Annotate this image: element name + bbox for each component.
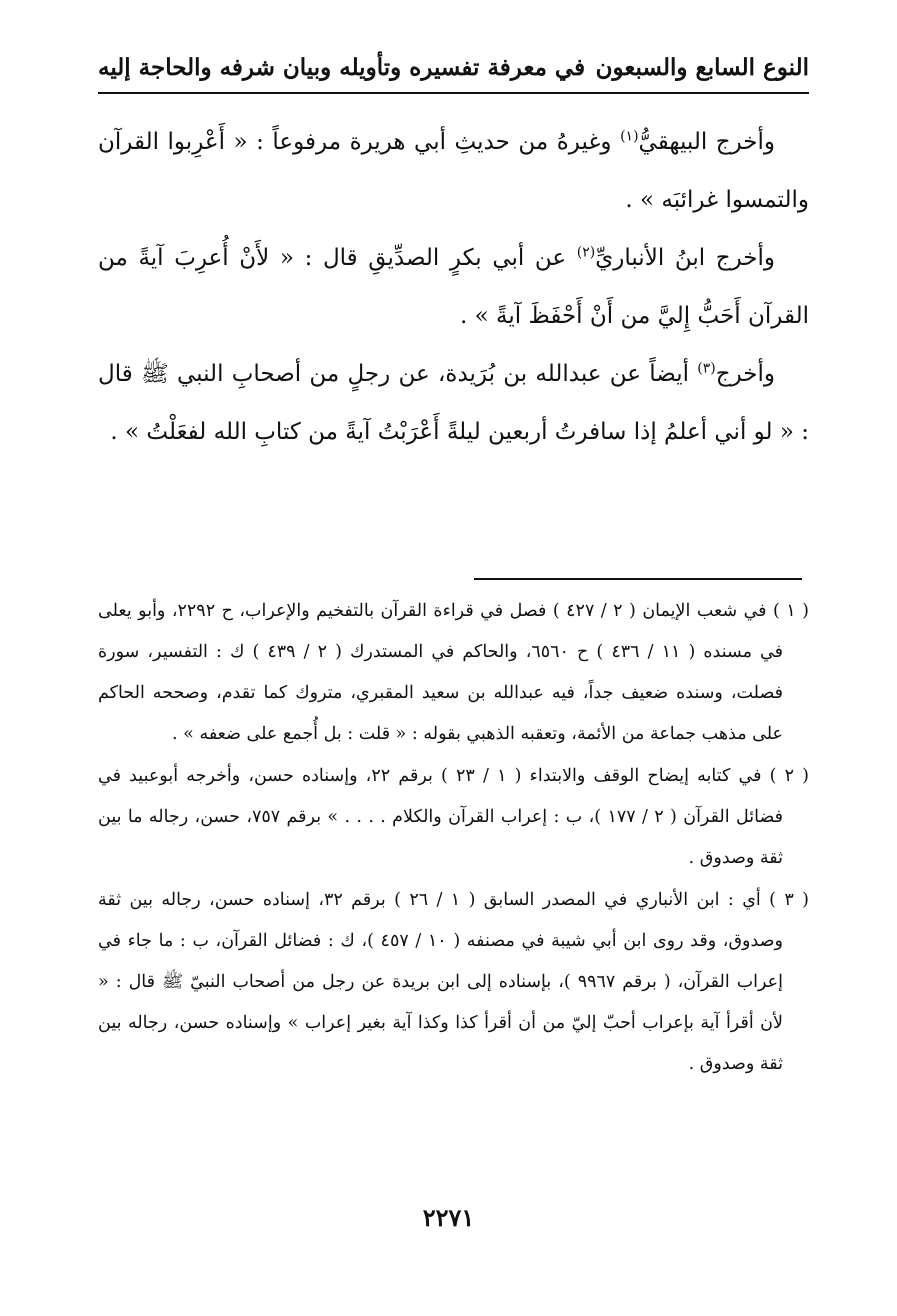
footnote-divider [474, 578, 802, 580]
section-title: في معرفة تفسيره وتأويله وبيان شرفه والحاجة إليه [98, 54, 586, 81]
footnotes [98, 591, 809, 1086]
header-divider [98, 92, 809, 94]
footnote-marker-1: (١) [620, 128, 639, 145]
footnote-marker-2: (٢) [576, 244, 596, 261]
chapter-title: النوع السابع والسبعون [595, 54, 809, 81]
footnote-2: ( ٢ ) في كتابه إيضاح الوقف والابتداء ( ١ / ٢٣ ) برقم ٢٢، وإسناده حسن، وأخرجه أبوعبيد في فضائل القرآن ( ٢ / ١٧٧ )، ب : إعراب القرآن والكلام . . . . » برقم ٧٥٧، حسن، رجاله ما بين ثقة وصدوق . [98, 766, 810, 868]
footnote-3: ( ٣ ) أي : ابن الأنباري في المصدر السابق ( ١ / ٢٦ ) برقم ٣٢، إسناده حسن، رجاله بين ثقة وصدوق، وقد روى ابن أبي شيبة في مصنفه ( ١٠ / ٤٥٧ )، ك : فضائل القرآن، ب : ما جاء في إعراب القرآن، ( برقم ٩٩٦٧ )، بإسناده إلى ابن بريدة عن رجل من أصحاب النبيّ ﷺ قال : « لأن أقرأ آية بإعراب أحبّ إليّ من أن أقرأ كذا وكذا آية بغير إعراب » وإسناده حسن، رجاله بين ثقة وصدوق . [98, 890, 809, 1074]
paragraph-2: وأخرج ابنُ الأنباريِّ$^{(٢)}$ عن أبي بكرٍ الصدِّيقِ قال : « لأَنْ أُعرِبَ آيةً من القرآن أَحَبُّ إِليَّ من أَنْ أَحْفَظَ آيةً » . [98, 244, 809, 329]
footnote-1: ( ١ ) في شعب الإيمان ( ٢ / ٤٢٧ ) فصل في قراءة القرآن بالتفخيم والإعراب، ح ٢٢٩٢، وأبو يعلى في مسنده ( ١١ / ٤٣٦ ) ح ٦٥٦٠، والحاكم في المستدرك ( ٢ / ٤٣٩ ) ك : التفسير، سورة فصلت، وسنده ضعيف جداً، فيه عبدالله بن سعيد المقبري، متروك كما تقدم، وصححه الحاكم على مذهب جماعة من الأئمة، وتعقبه الذهبي بقوله : « قلت : بل أُجمع على ضعفه » . [98, 601, 809, 744]
paragraph-3: وأخرج$^{(٣)}$ أيضاً عن عبدالله بن بُرَيدة، عن رجلٍ من أصحابِ النبي ﷺ قال : « لو أني أعلمُ إذا سافرتُ أربعين ليلةً أَعْرَبْتُ آيةً من كتابِ الله لفعَلْتُ » . [98, 360, 809, 445]
page-number: ٢٢٧١ [422, 1203, 475, 1232]
main-text [98, 113, 809, 461]
running-header [98, 46, 809, 90]
footnote-marker-3: (٣) [697, 360, 716, 377]
paragraph-1: وأخرج البيهقيُّ$^{(١)}$ وغيرهُ من حديثِ أبي هريرة مرفوعاً : « أَعْرِبوا القرآن والتمسوا غرائبَه » . [98, 128, 809, 213]
